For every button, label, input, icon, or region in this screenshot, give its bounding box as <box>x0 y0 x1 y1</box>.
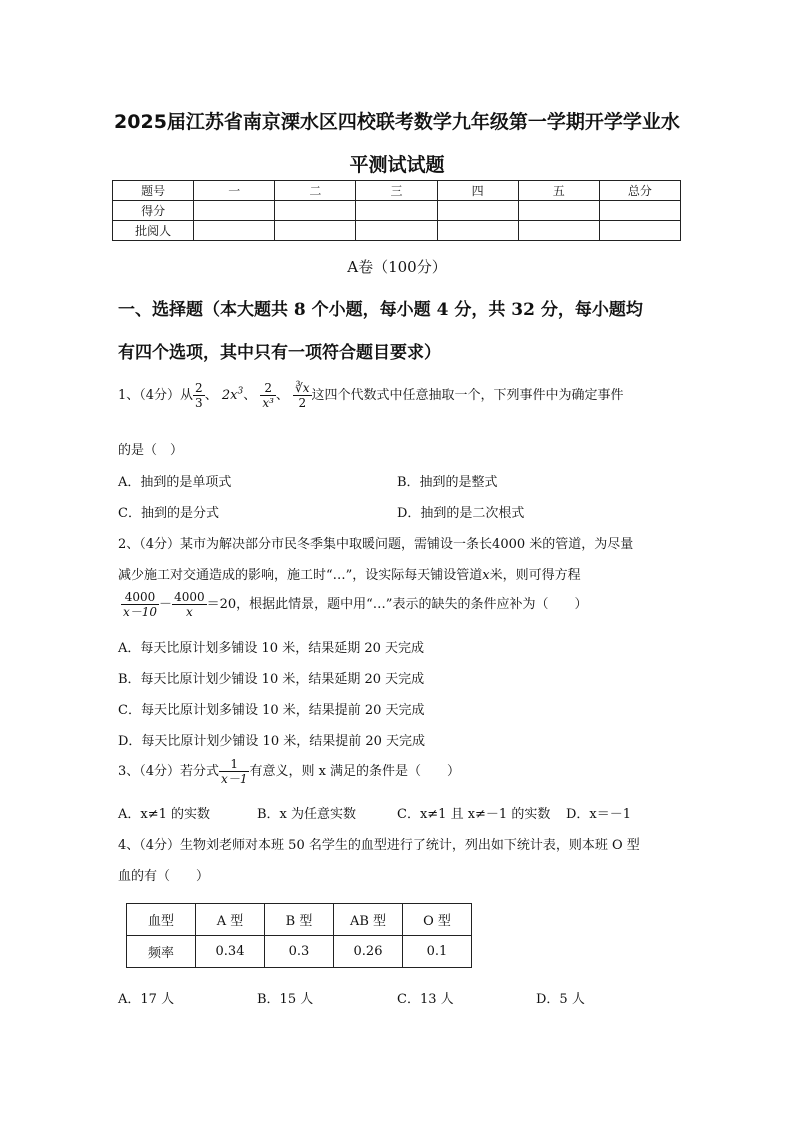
reviewer-row-label: 批阅人 <box>113 221 194 241</box>
q1-option-b: B．抽到的是整式 <box>397 475 498 490</box>
blood-table-cell: 0.26 <box>334 936 403 968</box>
q1-prefix: 1、（4分）从 <box>118 388 194 403</box>
score-blank-cell <box>518 221 599 241</box>
document-title-line1: 2025届江苏省南京溧水区四校联考数学九年级第一学期开学学业水 <box>114 111 680 133</box>
q2-option-a: A．每天比原计划多铺设 10 米，结果延期 20 天完成 <box>118 641 425 656</box>
blood-table-cell: 0.34 <box>196 936 265 968</box>
q3-fraction: $\frac{1}{x-1}$ <box>221 757 248 786</box>
q1-suffix: 这四个代数式中任意抽取一个，下列事件中为确定事件 <box>311 388 624 403</box>
q3-option-d: D．x＝－1 <box>566 807 632 822</box>
score-blank-cell <box>275 221 356 241</box>
score-table-score-row <box>113 201 681 221</box>
q2-option-b: B．每天比原计划少铺设 10 米，结果延期 20 天完成 <box>118 672 425 687</box>
q4-option-c: C．13 人 <box>397 992 454 1007</box>
question-2-line2: 减少施工对交通造成的影响，施工时“…”，设实际每天铺设管道x米，则可得方程 <box>118 568 581 583</box>
score-blank-cell <box>194 221 275 241</box>
q3-option-c: C．x≠1 且 x≠－1 的实数 <box>397 807 551 822</box>
score-blank-cell <box>437 221 518 241</box>
score-cell: 题号 <box>113 181 194 201</box>
blood-table-cell: O 型 <box>403 904 472 936</box>
q1-fraction-4: $\frac{∛x}{2}$ <box>295 381 310 410</box>
section1-heading-line1: 一、选择题（本大题共 8 个小题，每小题 4 分，共 32 分，每小题均 <box>118 300 643 320</box>
score-blank-cell <box>599 221 680 241</box>
q4-option-b: B．15 人 <box>257 992 314 1007</box>
score-blank-cell <box>437 201 518 221</box>
blood-table-cell: AB 型 <box>334 904 403 936</box>
question-1-stem: 1、（4分）从 $\frac{2}{3}$ 、 $2x^3$、 $\frac{2}{\text{x³}}$ 、 $\frac{∛x}{2}$ 这四个代数式中任意抽取一个，下列事件中为确定事件 <box>118 381 624 410</box>
blood-table-cell: 0.1 <box>403 936 472 968</box>
blood-table-cell: B 型 <box>265 904 334 936</box>
blood-table-cell: A 型 <box>196 904 265 936</box>
q3-option-a: A．x≠1 的实数 <box>118 807 211 822</box>
question-2-line1: 2、（4分）某市为解决部分市民冬季集中取暖问题，需铺设一条长4000 米的管道，为尽量 <box>118 537 634 552</box>
score-blank-cell <box>356 221 437 241</box>
question-3-stem: 3、（4分）若分式 $\frac{1}{x-1}$ 有意义，则 x 满足的条件是（ ） <box>118 757 461 786</box>
score-row-label: 得分 <box>113 201 194 221</box>
score-cell: 一 <box>194 181 275 201</box>
document-title-line2: 平测试试题 <box>349 154 445 176</box>
q1-fraction-3: $\frac{2}{\text{x³}}$ <box>262 381 274 410</box>
q3-option-b: B．x 为任意实数 <box>257 807 357 822</box>
q4-option-d: D．5 人 <box>536 992 585 1007</box>
blood-type-table <box>126 903 472 968</box>
q2-option-c: C．每天比原计划多铺设 10 米，结果提前 20 天完成 <box>118 703 425 718</box>
blood-table-header-row <box>127 904 472 936</box>
q2-option-d: D．每天比原计划少铺设 10 米，结果提前 20 天完成 <box>118 734 426 749</box>
paper-a-heading: A卷（100分） <box>347 258 447 276</box>
q2-fraction-1: $\frac{4000}{x-10}$ <box>123 590 158 619</box>
q4-option-a: A．17 人 <box>118 992 175 1007</box>
score-blank-cell <box>599 201 680 221</box>
score-table-header-row <box>113 181 681 201</box>
score-cell: 四 <box>437 181 518 201</box>
question-2-equation: $\frac{4000}{x-10}$ － $\frac{4000}{x}$ ＝20，根据此情景，题中用“…”表示的缺失的条件应补为（ ） <box>123 590 588 619</box>
question-4-line1: 4、（4分）生物刘老师对本班 50 名学生的血型进行了统计，列出如下统计表，则本班 O 型 <box>118 838 640 853</box>
score-cell: 五 <box>518 181 599 201</box>
q1-option-a: A．抽到的是单项式 <box>118 475 232 490</box>
score-table-reviewer-row <box>113 221 681 241</box>
score-cell: 二 <box>275 181 356 201</box>
question-1-line2: 的是（ ） <box>118 443 184 458</box>
score-blank-cell <box>194 201 275 221</box>
score-blank-cell <box>275 201 356 221</box>
q1-option-d: D．抽到的是二次根式 <box>397 506 525 521</box>
blood-table-cell: 血型 <box>127 904 196 936</box>
q2-fraction-2: $\frac{4000}{x}$ <box>174 590 205 619</box>
q1-term-2: $2x^3$ <box>221 386 244 403</box>
q1-option-c: C．抽到的是分式 <box>118 506 219 521</box>
q2-equation-tail: ＝20，根据此情景，题中用“…”表示的缺失的条件应补为（ ） <box>206 597 588 612</box>
blood-table-cell: 0.3 <box>265 936 334 968</box>
q1-fraction-1: $\frac{2}{3}$ <box>195 381 203 410</box>
question-4-line2: 血的有（ ） <box>118 869 210 884</box>
score-blank-cell <box>518 201 599 221</box>
score-blank-cell <box>356 201 437 221</box>
score-cell: 总分 <box>599 181 680 201</box>
score-table <box>112 180 681 241</box>
score-cell: 三 <box>356 181 437 201</box>
section1-heading-line2: 有四个选项，其中只有一项符合题目要求） <box>118 343 441 363</box>
blood-table-frequency-row <box>127 936 472 968</box>
blood-table-cell: 频率 <box>127 936 196 968</box>
